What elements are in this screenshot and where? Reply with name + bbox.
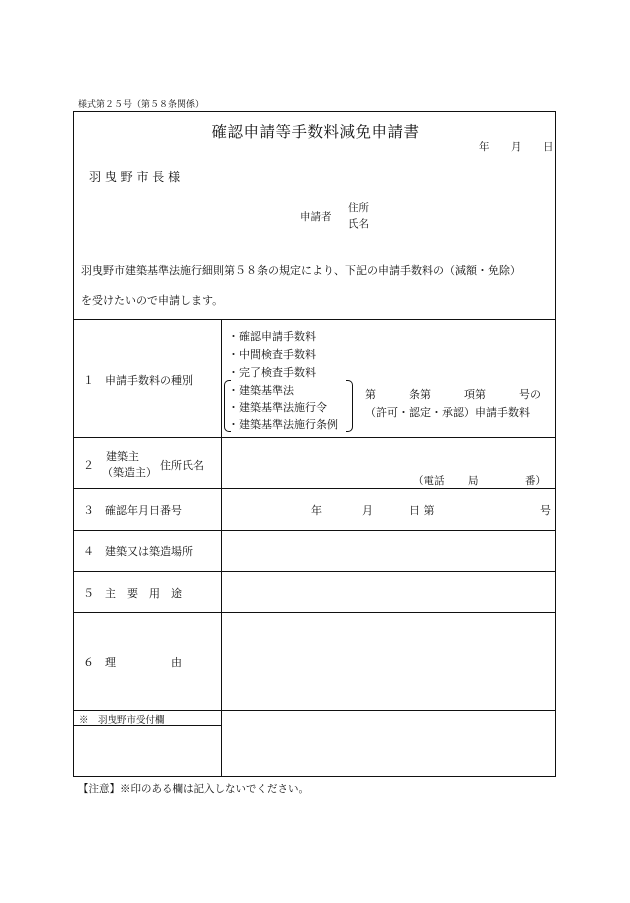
date-year[interactable]: 年: [479, 141, 490, 153]
date-month[interactable]: 月: [511, 141, 522, 153]
form-code: 様式第２５号（第５８条関係）: [78, 100, 205, 110]
fee-item-confirmation[interactable]: ・確認申請手数料: [228, 330, 316, 343]
owner-label-bottom: （築造主）: [102, 466, 157, 479]
rule-row4: [74, 571, 555, 572]
law-item-ordinance[interactable]: ・建築基準法施行条例: [228, 418, 338, 431]
owner-label-top: 建築主: [106, 450, 139, 463]
confirmation-year[interactable]: 年: [311, 504, 322, 517]
addressee: 羽 曳 野 市 長 様: [89, 170, 181, 184]
use-label: ５ 主 要 用 途: [83, 587, 182, 600]
rule-row3: [74, 530, 555, 531]
phone-close[interactable]: 番）: [525, 475, 546, 487]
fee-item-completion[interactable]: ・完了検査手数料: [228, 366, 316, 379]
confirmation-no[interactable]: 号: [540, 504, 551, 517]
footnote: 【注意】※印のある欄は記入しないでください。: [78, 783, 309, 795]
permit-line[interactable]: （許可・認定・承認）申請手数料: [365, 406, 530, 419]
law-item-act[interactable]: ・建築基準法: [228, 384, 294, 397]
reception-label: ※ 羽曳野市受付欄: [79, 715, 165, 726]
applicant-name-label[interactable]: 氏名: [348, 218, 369, 230]
fee-type-label: １ 申請手数料の種別: [83, 374, 193, 387]
phone-station[interactable]: 局: [468, 475, 479, 487]
phone-open[interactable]: （電話: [413, 475, 445, 487]
reason-field[interactable]: [224, 615, 552, 707]
applicant-address-label[interactable]: 住所: [348, 202, 369, 214]
clause-line[interactable]: 第 条第 項第 号の: [365, 388, 541, 401]
rule-row6: [74, 710, 555, 711]
application-form: [73, 111, 556, 777]
confirmation-label: ３ 確認年月日番号: [83, 504, 182, 517]
location-label: ４ 建築又は築造場所: [83, 545, 193, 558]
rule-row5: [74, 612, 555, 613]
form-title: 確認申請等手数料減免申請書: [211, 123, 420, 141]
intro-line-2: を受けたいので申請します。: [81, 294, 224, 307]
location-field[interactable]: [224, 533, 552, 568]
reason-label: ６ 理 由: [83, 656, 182, 669]
bracket-left: [224, 380, 231, 432]
confirmation-day-no[interactable]: 日 第: [409, 504, 435, 517]
rule-header: [74, 319, 555, 320]
column-divider: [221, 319, 222, 776]
rule-row2: [74, 488, 555, 489]
rule-row1: [74, 437, 555, 438]
applicant-label: 申請者: [300, 211, 332, 223]
confirmation-month[interactable]: 月: [362, 504, 373, 517]
owner-label-side: 住所氏名: [160, 459, 204, 472]
use-field[interactable]: [224, 574, 552, 609]
law-item-order[interactable]: ・建築基準法施行令: [228, 401, 327, 414]
owner-number: ２: [83, 459, 94, 472]
date-day[interactable]: 日: [543, 141, 554, 153]
bracket-right: [346, 380, 353, 432]
intro-line-1: 羽曳野市建築基準法施行細則第５８条の規定により、下記の申請手数料の（減額・免除）: [81, 264, 521, 277]
fee-item-interim[interactable]: ・中間検査手数料: [228, 348, 316, 361]
